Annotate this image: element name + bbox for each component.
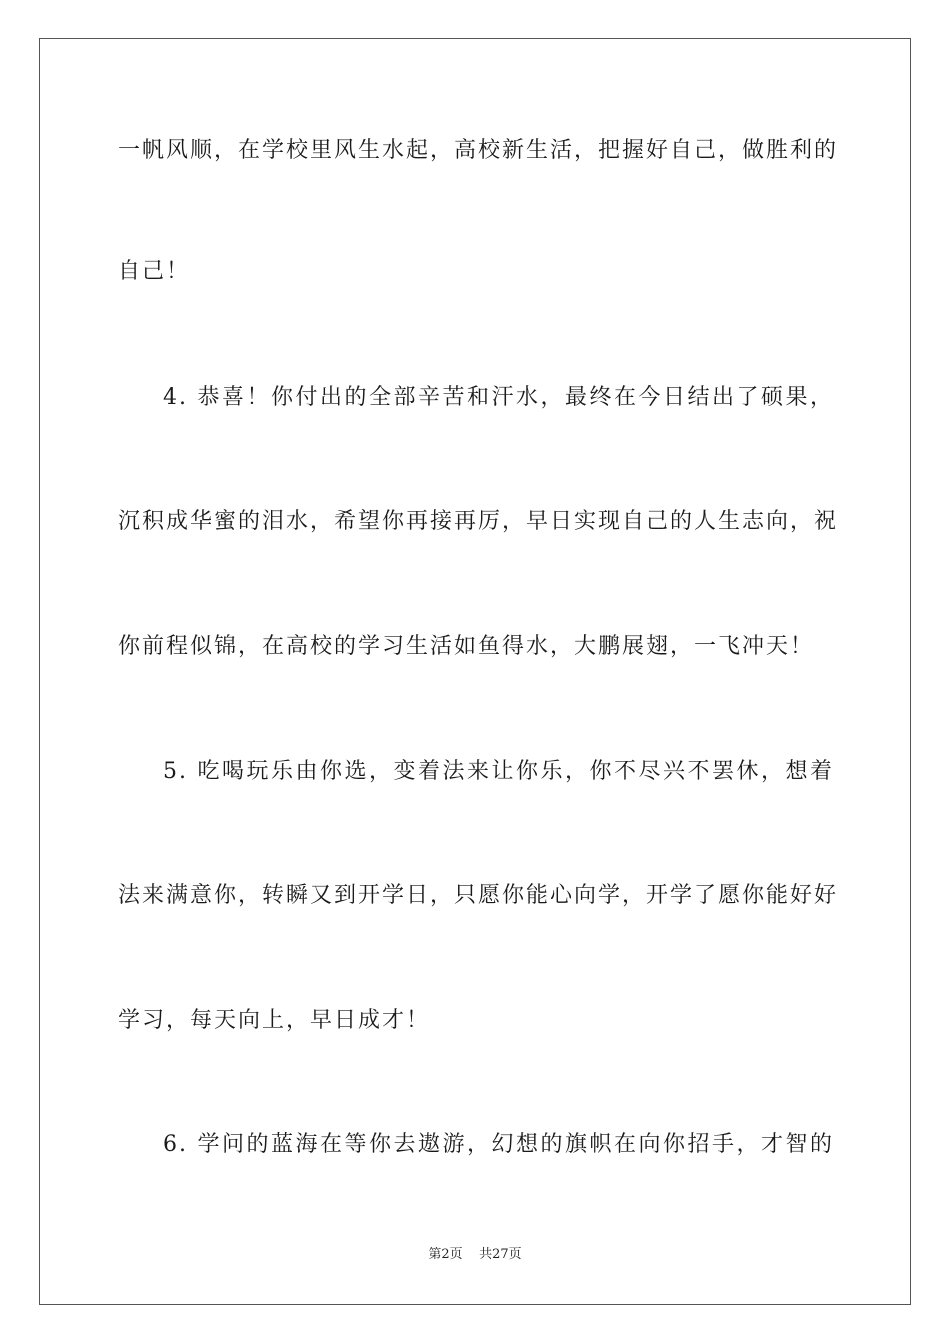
page-footer (0, 1246, 950, 1264)
page-frame (39, 38, 911, 1305)
page-total: 共27页 (479, 1247, 522, 1262)
text-line: 学习，每天向上，早日成才！ (118, 1008, 431, 1033)
text-line: 你前程似锦，在高校的学习生活如鱼得水，大鹏展翅，一飞冲天！ (118, 634, 815, 659)
page-number: 第2页 (428, 1247, 463, 1262)
text-line: 法来满意你，转瞬又到开学日，只愿你能心向学，开学了愿你能好好 (118, 883, 839, 908)
text-line: 4. 恭喜！你付出的全部辛苦和汗水，最终在今日结出了硕果， (163, 385, 834, 410)
text-line: 5. 吃喝玩乐由你选，变着法来让你乐，你不尽兴不罢休，想着 (163, 759, 834, 784)
text-line: 6. 学问的蓝海在等你去遨游，幻想的旗帜在向你招手，才智的 (163, 1132, 834, 1157)
text-line: 沉积成华蜜的泪水，希望你再接再厉，早日实现自己的人生志向，祝 (118, 509, 839, 534)
text-line: 一帆风顺，在学校里风生水起，高校新生活，把握好自己，做胜利的 (118, 138, 839, 163)
text-line: 自己！ (118, 259, 191, 284)
